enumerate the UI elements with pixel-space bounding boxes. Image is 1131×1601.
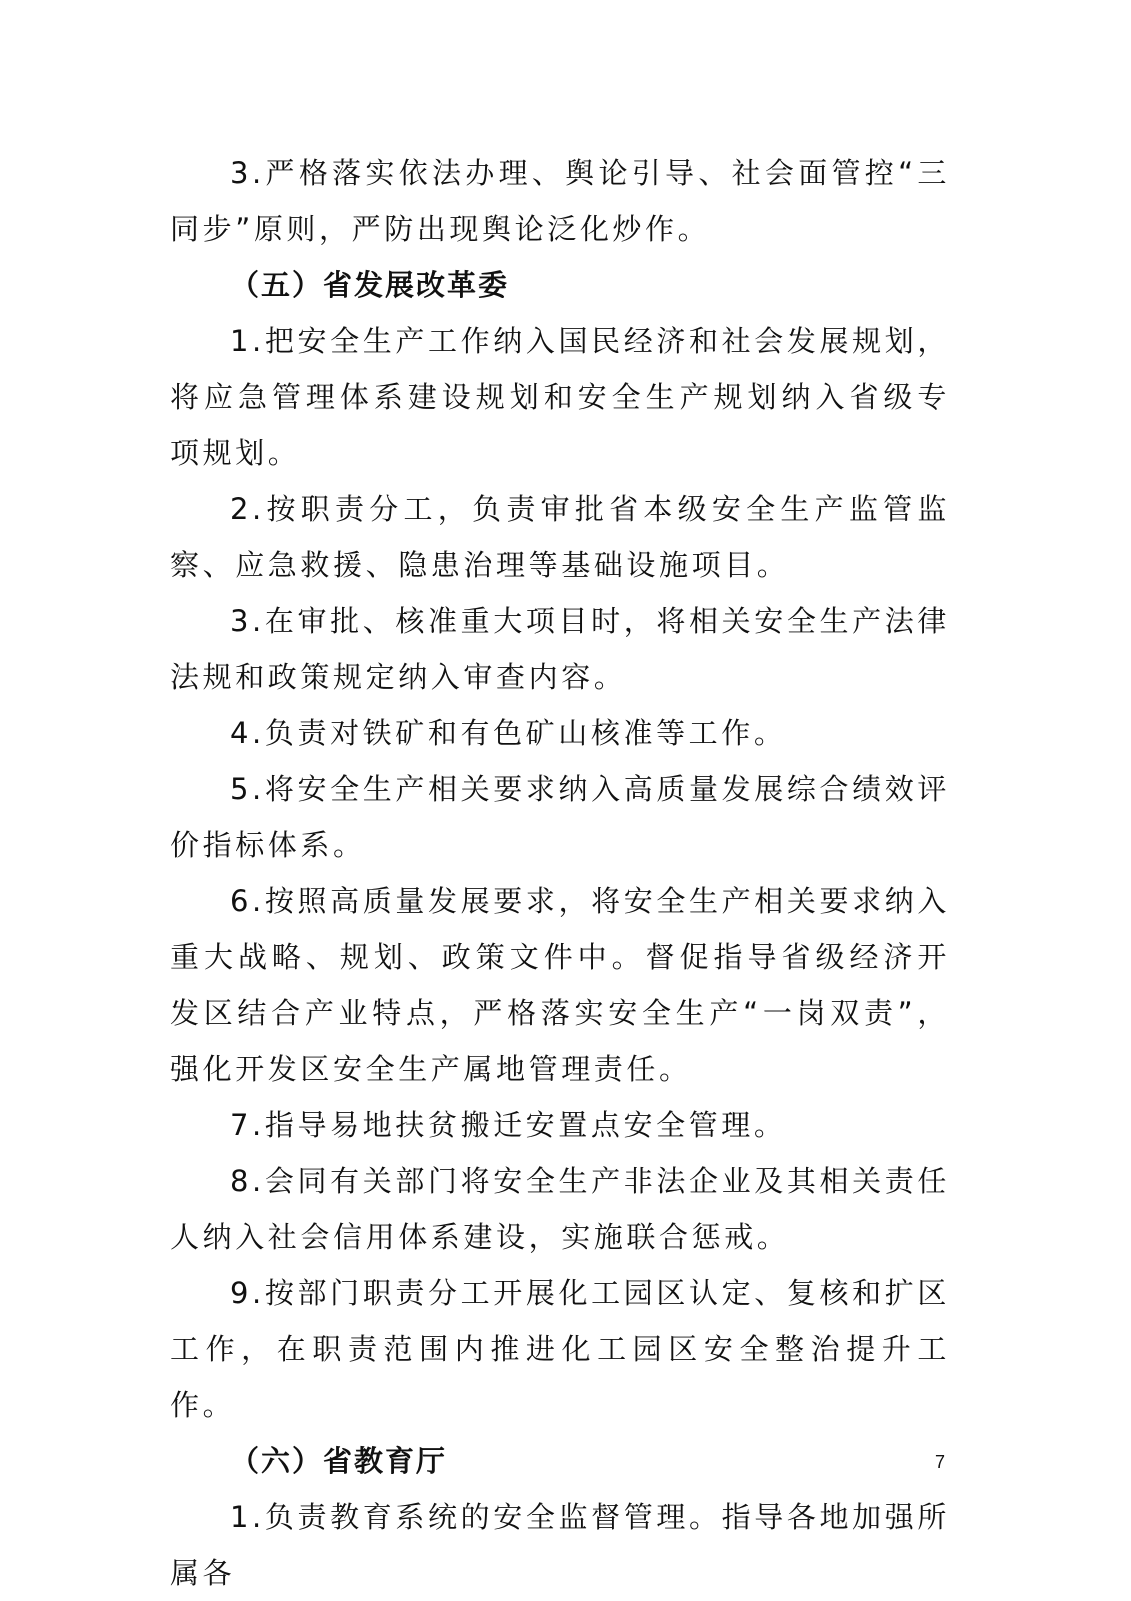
section-heading: （五）省发展改革委 — [230, 268, 510, 302]
paragraph-item: 8.会同有关部门将安全生产非法企业及其相关责任人纳入社会信用体系建设，实施联合惩戒。 — [170, 1164, 950, 1254]
paragraph-item: 3.在审批、核准重大项目时，将相关安全生产法律法规和政策规定纳入审查内容。 — [170, 604, 950, 694]
paragraph-item: 2.按职责分工，负责审批省本级安全生产监管监察、应急救援、隐患治理等基础设施项目。 — [170, 492, 950, 582]
paragraph-item: 1.负责教育系统的安全监督管理。指导各地加强所属各 — [170, 1500, 950, 1590]
page-number: 7 — [934, 1452, 945, 1472]
paragraph-item: 4.负责对铁矿和有色矿山核准等工作。 — [230, 716, 787, 750]
paragraph-item: 7.指导易地扶贫搬迁安置点安全管理。 — [230, 1108, 787, 1142]
paragraph-item: 9.按部门职责分工开展化工园区认定、复核和扩区工作，在职责范围内推进化工园区安全整治提升工作。 — [170, 1276, 950, 1422]
paragraph-item: 6.按照高质量发展要求，将安全生产相关要求纳入重大战略、规划、政策文件中。督促指导省级经济开发区结合产业特点，严格落实安全生产“一岗双责”，强化开发区安全生产属地管理责任。 — [170, 884, 950, 1086]
document-body — [170, 145, 950, 1601]
paragraph-item: 5.将安全生产相关要求纳入高质量发展综合绩效评价指标体系。 — [170, 772, 950, 862]
paragraph-item: 3.严格落实依法办理、舆论引导、社会面管控“三同步”原则，严防出现舆论泛化炒作。 — [170, 156, 950, 246]
paragraph-item: 1.把安全生产工作纳入国民经济和社会发展规划，将应急管理体系建设规划和安全生产规划纳入省级专项规划。 — [170, 324, 950, 470]
section-heading: （六）省教育厅 — [230, 1444, 448, 1478]
